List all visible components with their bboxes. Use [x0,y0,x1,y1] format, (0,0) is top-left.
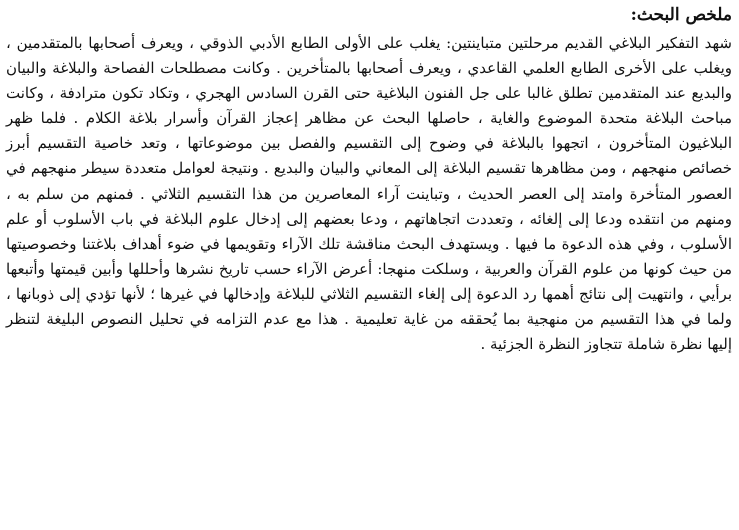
abstract-heading: ملخص البحث: [630,5,732,25]
abstract-paragraph: شهد التفكير البلاغي القديم مرحلتين متباينتين: يغلب على الأولى الطابع الأدبي الذوقي ، ويعرف أصحابها بالمتقدمين ، ويغلب على الأخرى الطابع العلمي القاعدي ، ويعرف أصحابها بالمتأخرين . وكانت مصطلحات الفصاحة والبلاغة والبيان والبديع عند المتقدمين تطلق غالبا على جل الفنون البلاغية حتى القرن السادس الهجري ، وتكاد تكون مترادفة ، وكانت مباحث البلاغة متحدة الموضوع والغاية ، حاصلها البحث عن مظاهر إعجاز القرآن وأسرار بلاغة الكلام . فلما ظهر البلاغيون المتأخرون ، اتجهوا بالبلاغة في وضوح إلى التقسيم والفصل بين موضوعاتها ، وتعد خاصية التقسيم أبرز خصائص منهجهم ، ومن مظاهرها تقسيم البلاغة إلى المعاني والبيان والبديع . ونتيجة لعوامل متعددة سيطر منهجهم في العصور المتأخرة وامتد إلى العصر الحديث ، وتباينت آراء المعاصرين من هذا التقسيم الثلاثي . فمنهم من سلم به ، ومنهم من انتقده ودعا إلى إلغائه ، وتعددت اتجاهاتهم ، ودعا بعضهم إلى إدخال علوم البلاغة في باب الأسلوب أو علم الأسلوب ، وفي هذه الدعوة ما فيها . ويستهدف البحث مناقشة تلك الآراء وتقويمها في ضوء أهداف بلاغتنا وخصوصيتها من حيث كونها من علوم القرآن والعربية ، وسلكت منهجا: أعرض الآراء حسب تاريخ نشرها وأحللها وأبين قيمتها وأتبعها برأيي ، وانتهيت إلى نتائج أهمها رد الدعوة إلى إلغاء التقسيم الثلاثي للبلاغة وإدخالها في غيرها ؛ لأنها تؤدي إلى ذوبانها ، ولما في هذا التقسيم من منهجية بما يُحققه من غاية تعليمية . هذا مع عدم التزامه في تحليل النصوص البليغة لتنظر إليها نظرة شاملة تتجاوز النظرة الجزئية . [6,34,732,354]
abstract-page [6,2,732,524]
abstract-body [6,31,732,357]
